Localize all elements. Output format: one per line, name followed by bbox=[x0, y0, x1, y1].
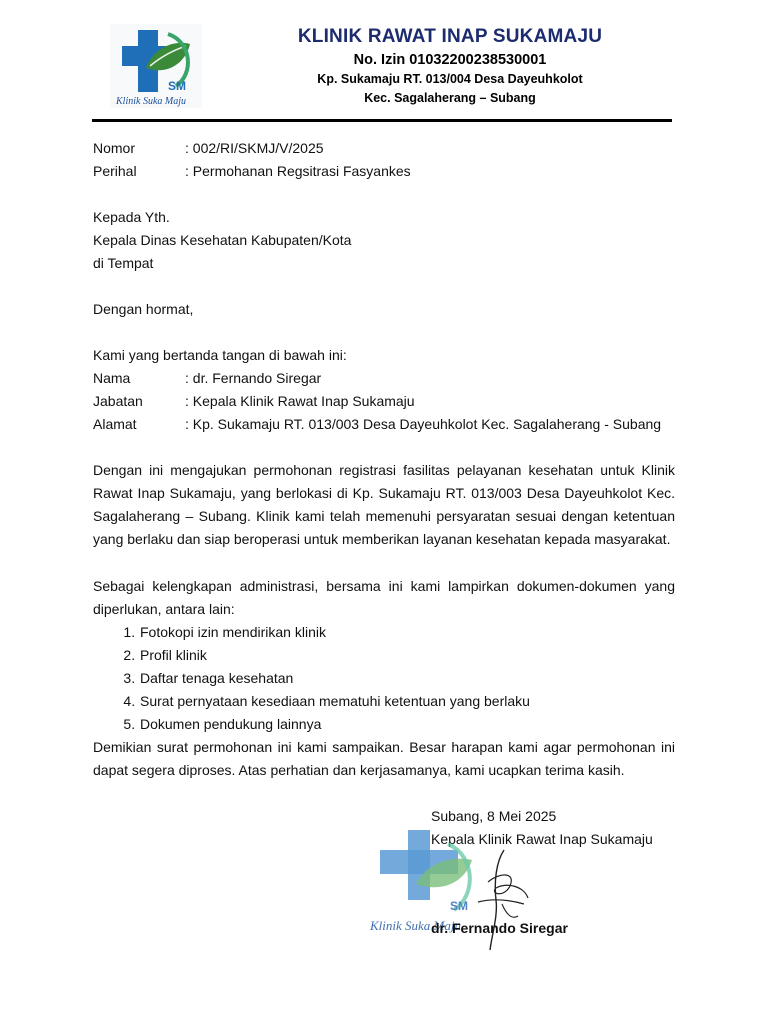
clinic-name: KLINIK RAWAT INAP SUKAMAJU bbox=[297, 26, 603, 47]
clinic-logo bbox=[110, 24, 202, 108]
perihal-label: Perihal bbox=[93, 163, 137, 179]
body-paragraph-1: Dengan ini mengajukan permohonan registrasi fasilitas pelayanan kesehatan untuk Klinik Rawat Inap Sukamaju, yang berlokasi di Kp. Sukamaju RT. 013/003 Desa Dayeuhkolot Kec. Sagalaherang – Subang. Klinik kami telah memenuhi persyaratan sesuai dengan ketentuan yang berlaku dan siap beroperasi untuk memberikan layanan kesehatan kepada masyarakat. bbox=[93, 462, 675, 547]
list-item: 4. Surat pernyataan kesediaan mematuhi ketentuan yang berlaku bbox=[139, 690, 675, 713]
place-date: Subang, 8 Mei 2025 bbox=[431, 808, 557, 824]
logo-initials: SM bbox=[168, 79, 186, 93]
signer-position: Kepala Klinik Rawat Inap Sukamaju bbox=[431, 831, 653, 847]
signer-identity bbox=[93, 344, 675, 436]
recipient-line-3: di Tempat bbox=[93, 255, 154, 271]
nama-value: : dr. Fernando Siregar bbox=[185, 370, 322, 386]
jabatan-row bbox=[93, 390, 675, 413]
letterhead bbox=[270, 26, 630, 106]
list-item: 3. Daftar tenaga kesehatan bbox=[139, 667, 675, 690]
body-paragraph-2: Sebagai kelengkapan administrasi, bersama ini kami lampirkan dokumen-dokumen yang diperlukan, antara lain: bbox=[93, 578, 675, 617]
letter-meta bbox=[93, 137, 675, 183]
address-line-1: Kp. Sukamaju RT. 013/004 Desa Dayeuhkolot bbox=[317, 72, 583, 86]
stamp-text: Klinik Suka Maju bbox=[370, 918, 461, 933]
attachment-list-block bbox=[93, 621, 675, 736]
nomor-row bbox=[93, 137, 675, 160]
alamat-row bbox=[93, 413, 675, 436]
list-item: 5. Dokumen pendukung lainnya bbox=[139, 713, 675, 736]
stamp-initials: SM bbox=[450, 899, 468, 913]
nama-row bbox=[93, 367, 675, 390]
greeting: Dengan hormat, bbox=[93, 301, 194, 317]
nomor-value: : 002/RI/SKMJ/V/2025 bbox=[185, 140, 324, 156]
jabatan-label: Jabatan bbox=[93, 393, 143, 409]
jabatan-value: : Kepala Klinik Rawat Inap Sukamaju bbox=[185, 393, 415, 409]
recipient-block bbox=[93, 206, 675, 275]
perihal-row bbox=[93, 160, 675, 183]
list-item: 1. Fotokopi izin mendirikan klinik bbox=[139, 621, 675, 644]
perihal-value: : Permohanan Regsitrasi Fasyankes bbox=[185, 163, 411, 179]
alamat-value: : Kp. Sukamaju RT. 013/003 Desa Dayeuhkolot Kec. Sagalaherang - Subang bbox=[185, 416, 662, 432]
license-number: No. Izin 01032200238530001 bbox=[353, 52, 547, 68]
attachment-list bbox=[93, 621, 675, 736]
logo-text: Klinik Suka Maju bbox=[116, 96, 186, 107]
recipient-line-1: Kepada Yth. bbox=[93, 209, 170, 225]
address-line-2: Kec. Sagalaherang – Subang bbox=[364, 91, 536, 105]
letterhead-divider bbox=[92, 119, 672, 122]
list-item: 2. Profil klinik bbox=[139, 644, 675, 667]
nomor-label: Nomor bbox=[93, 140, 136, 156]
recipient-line-2: Kepala Dinas Kesehatan Kabupaten/Kota bbox=[93, 232, 352, 248]
signer-intro: Kami yang bertanda tangan di bawah ini: bbox=[93, 347, 347, 363]
closing-paragraph: Demikian surat permohonan ini kami sampaikan. Besar harapan kami agar permohonan ini dapat segera diproses. Atas perhatian dan kerjasamanya, kami ucapkan terima kasih. bbox=[93, 739, 675, 778]
signer-name: dr. Fernando Siregar bbox=[431, 920, 568, 936]
nama-label: Nama bbox=[93, 370, 131, 386]
alamat-label: Alamat bbox=[93, 416, 137, 432]
handwritten-signature bbox=[466, 842, 536, 954]
